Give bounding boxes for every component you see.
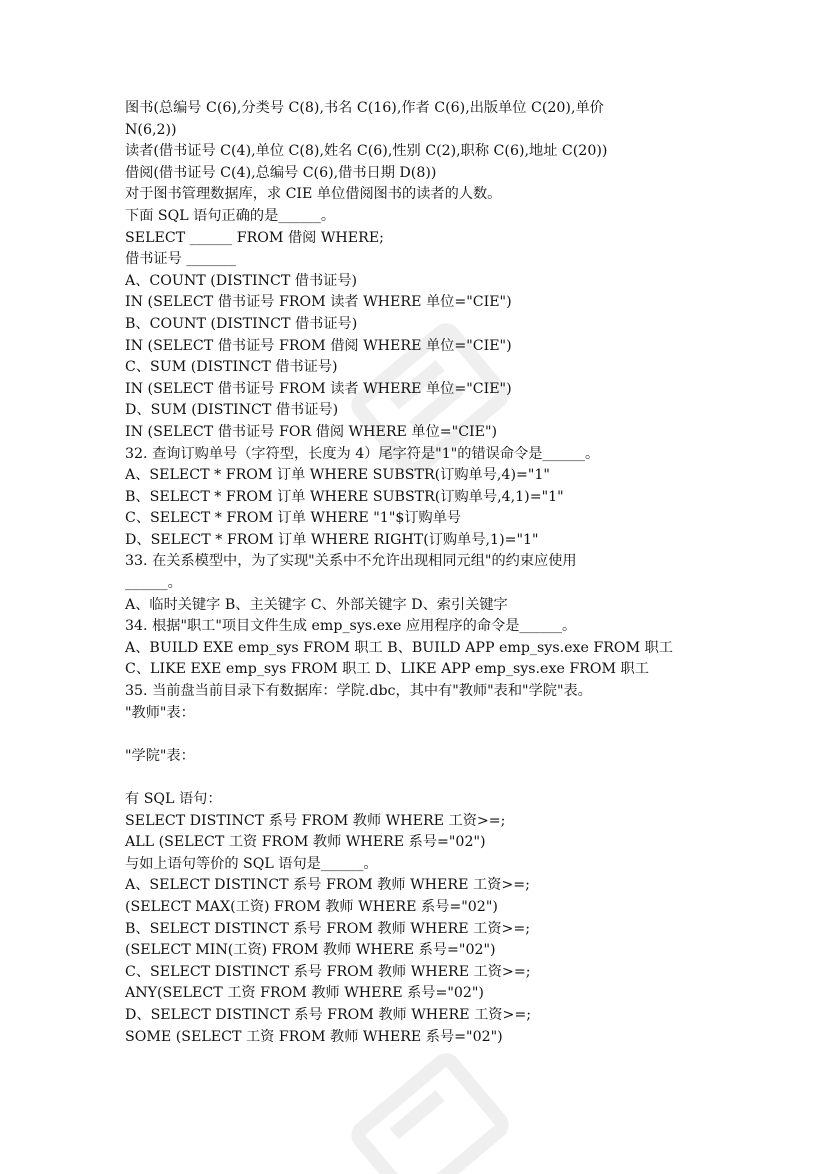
text-line: IN (SELECT 借书证号 FROM 借阅 WHERE 单位="CIE") bbox=[125, 337, 512, 354]
text-line: 借书证号 _______ bbox=[125, 251, 236, 268]
text-line: SELECT DISTINCT 系号 FROM 教师 WHERE 工资>=; bbox=[125, 812, 506, 829]
text-line: 35. 当前盘当前目录下有数据库：学院.dbc，其中有"教师"表和"学院"表。 bbox=[125, 683, 592, 700]
text-block-bottom bbox=[125, 789, 705, 1048]
text-line: (SELECT MIN(工资) FROM 教师 WHERE 系号="02") bbox=[125, 942, 496, 959]
blank-line bbox=[125, 724, 705, 746]
text-line: D、SELECT * FROM 订单 WHERE RIGHT(订购单号,1)="1" bbox=[125, 531, 539, 548]
text-line: (SELECT MAX(工资) FROM 教师 WHERE 系号="02") bbox=[125, 898, 498, 915]
text-line: 34. 根据"职工"项目文件生成 emp_sys.exe 应用程序的命令是______。 bbox=[125, 618, 577, 635]
text-line: ALL (SELECT 工资 FROM 教师 WHERE 系号="02") bbox=[125, 834, 486, 851]
text-line: C、SUM (DISTINCT 借书证号) bbox=[125, 359, 338, 376]
text-line: A、BUILD EXE emp_sys FROM 职工 B、BUILD APP emp_sys.exe FROM 职工 bbox=[125, 639, 673, 656]
text-line: D、SELECT DISTINCT 系号 FROM 教师 WHERE 工资>=; bbox=[125, 1006, 532, 1023]
text-line: B、COUNT (DISTINCT 借书证号) bbox=[125, 315, 358, 332]
text-line: IN (SELECT 借书证号 FROM 读者 WHERE 单位="CIE") bbox=[125, 294, 512, 311]
text-line: 有 SQL 语句： bbox=[125, 791, 222, 807]
text-line: ______。 bbox=[125, 575, 182, 592]
text-line: C、SELECT DISTINCT 系号 FROM 教师 WHERE 工资>=; bbox=[125, 963, 531, 980]
text-block-top bbox=[125, 98, 705, 724]
text-line: 32. 查询订购单号（字符型，长度为 4）尾字符是"1"的错误命令是______。 bbox=[125, 445, 600, 462]
text-line: C、LIKE EXE emp_sys FROM 职工 D、LIKE APP emp_sys.exe FROM 职工 bbox=[125, 661, 649, 678]
text-line: 与如上语句等价的 SQL 语句是______。 bbox=[125, 855, 378, 872]
text-line: B、SELECT DISTINCT 系号 FROM 教师 WHERE 工资>=; bbox=[125, 920, 531, 937]
text-line: A、临时关键字 B、主关键字 C、外部关键字 D、索引关键字 bbox=[125, 596, 508, 613]
text-line: "学院"表： bbox=[125, 747, 195, 764]
text-line: 对于图书管理数据库，求 CIE 单位借阅图书的读者的人数。 bbox=[125, 186, 502, 203]
text-line: A、SELECT DISTINCT 系号 FROM 教师 WHERE 工资>=; bbox=[125, 877, 530, 894]
text-line: 图书(总编号 C(6),分类号 C(8),书名 C(16),作者 C(6),出版单位 C(20),单价 bbox=[125, 100, 604, 116]
text-line: 借阅(借书证号 C(4),总编号 C(6),借书日期 D(8)) bbox=[125, 164, 437, 181]
text-line: SOME (SELECT 工资 FROM 教师 WHERE 系号="02") bbox=[125, 1028, 503, 1045]
document-body bbox=[125, 98, 705, 1048]
text-line: ANY(SELECT 工资 FROM 教师 WHERE 系号="02") bbox=[125, 985, 484, 1002]
text-line: SELECT ______ FROM 借阅 WHERE; bbox=[125, 229, 384, 246]
text-line: 下面 SQL 语句正确的是______。 bbox=[125, 207, 336, 224]
text-line: C、SELECT * FROM 订单 WHERE "1"$订购单号 bbox=[125, 510, 462, 527]
text-line: A、COUNT (DISTINCT 借书证号) bbox=[125, 272, 358, 289]
text-line: "教师"表： bbox=[125, 704, 195, 721]
text-line: N(6,2)) bbox=[125, 121, 177, 138]
text-line: D、SUM (DISTINCT 借书证号) bbox=[125, 402, 339, 419]
text-line: 33. 在关系模型中，为了实现"关系中不允许出现相同元组"的约束应使用 bbox=[125, 553, 577, 570]
text-line: A、SELECT * FROM 订单 WHERE SUBSTR(订购单号,4)="1" bbox=[125, 467, 550, 484]
text-line: 读者(借书证号 C(4),单位 C(8),姓名 C(6),性别 C(2),职称 C(6),地址 C(20)) bbox=[125, 143, 608, 160]
text-line: IN (SELECT 借书证号 FOR 借阅 WHERE 单位="CIE") bbox=[125, 423, 498, 440]
text-line: B、SELECT * FROM 订单 WHERE SUBSTR(订购单号,4,1)="1" bbox=[125, 488, 564, 505]
text-line: IN (SELECT 借书证号 FROM 读者 WHERE 单位="CIE") bbox=[125, 380, 512, 397]
watermark-icon bbox=[330, 1030, 530, 1174]
blank-line bbox=[125, 767, 705, 789]
